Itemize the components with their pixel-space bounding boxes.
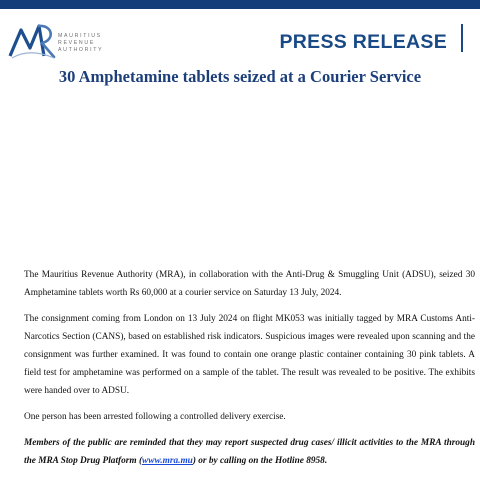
paragraph: One person has been arrested following a controlled delivery exercise. bbox=[24, 412, 286, 422]
paragraph: The Mauritius Revenue Authority (MRA), in collaboration with the Anti-Drug & Smuggling Unit (ADSU), seized 30 Amphetamine tablets worth Rs 60,000 at a courier service on Saturday 13 July, 2024. bbox=[24, 270, 475, 298]
mra-logo bbox=[8, 20, 118, 62]
notice-text-start: Members of the public are reminded that they may report suspected drug cases/ illicit activities to the MRA through the MRA Stop Drug Platform ( bbox=[24, 438, 475, 466]
logo-line: REVENUE bbox=[58, 40, 95, 46]
mra-logo-mark bbox=[8, 20, 58, 62]
logo-line: MAURITIUS bbox=[58, 33, 102, 39]
mra-website-link[interactable]: www.mra.mu bbox=[142, 456, 193, 466]
logo-wordmark bbox=[58, 33, 103, 54]
article-body bbox=[24, 266, 475, 478]
paragraph: The consignment coming from London on 13 July 2024 on flight MK053 was initially tagged by MRA Customs Anti-Narcotics Section (CANS), based on established risk indicators. Suspicious images were revealed upon scanning and the consignment was further examined. It was found to contain one orange plastic container containing 30 pink tablets. A field test for amphetamine was performed on a sample of the tablet. The result was revealed to be positive. The exhibits were handed over to ADSU. bbox=[24, 314, 475, 396]
page-title: 30 Amphetamine tablets seized at a Courier Service bbox=[58, 67, 422, 86]
logo-line: AUTHORITY bbox=[58, 47, 104, 53]
header-top-bar bbox=[0, 0, 480, 9]
press-release-divider bbox=[461, 24, 463, 52]
public-notice bbox=[24, 434, 475, 470]
press-release-label: PRESS RELEASE bbox=[279, 31, 447, 53]
notice-text-end: ) or by calling on the Hotline 8958. bbox=[192, 456, 328, 466]
